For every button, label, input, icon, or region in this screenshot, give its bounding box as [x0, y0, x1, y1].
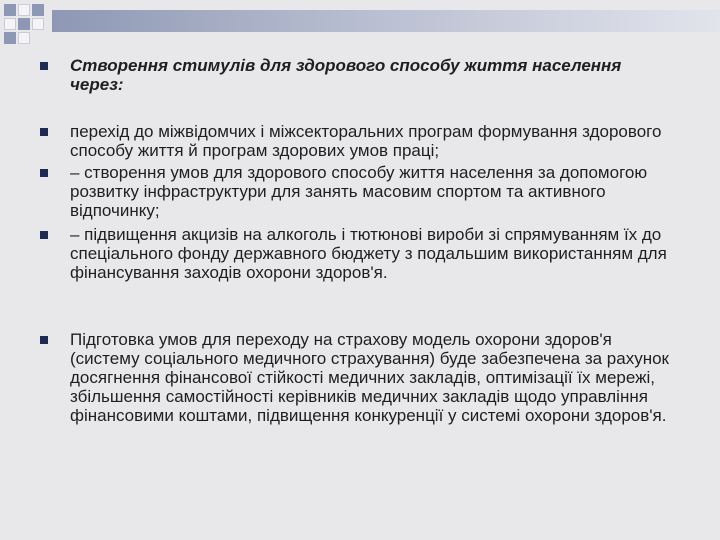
- list-item-text: – створення умов для здорового способу життя населення за допомогою розвитку інфраструктури для занять масовим спортом та активного відпочинку;: [70, 163, 648, 220]
- square-bullet-icon: [40, 128, 48, 136]
- list-item-heading: Створення стимулів для здорового способу життя населення через:: [70, 56, 622, 94]
- square-bullet-icon: [40, 169, 48, 177]
- square-bullet-icon: [40, 336, 48, 344]
- square-bullet-icon: [40, 62, 48, 70]
- list-item-text: – підвищення акцизів на алкоголь і тютюнові вироби зі спрямуванням їх до спеціального фонду державного бюджету з подальшим використанням для фінансування заходів охорони здоров'я.: [70, 225, 667, 282]
- list-item-text: Підготовка умов для переходу на страхову модель охорони здоров'я (систему соціального медичного страхування) буде забезпечена за рахунок досягнення фінансової стійкості медичних закладів, оптимізації їх мережі, збільшення самостійності керівників медичних закладів щодо управління фінансовими коштами, підвищення конкуренції у системі охорони здоров'я.: [70, 330, 669, 425]
- decorative-checker: [0, 0, 60, 46]
- header-gradient-bar: [52, 10, 720, 32]
- square-bullet-icon: [40, 231, 48, 239]
- list-item-text: перехід до міжвідомчих і міжсекторальних програм формування здорового способу життя й програм здорових умов праці;: [70, 122, 662, 160]
